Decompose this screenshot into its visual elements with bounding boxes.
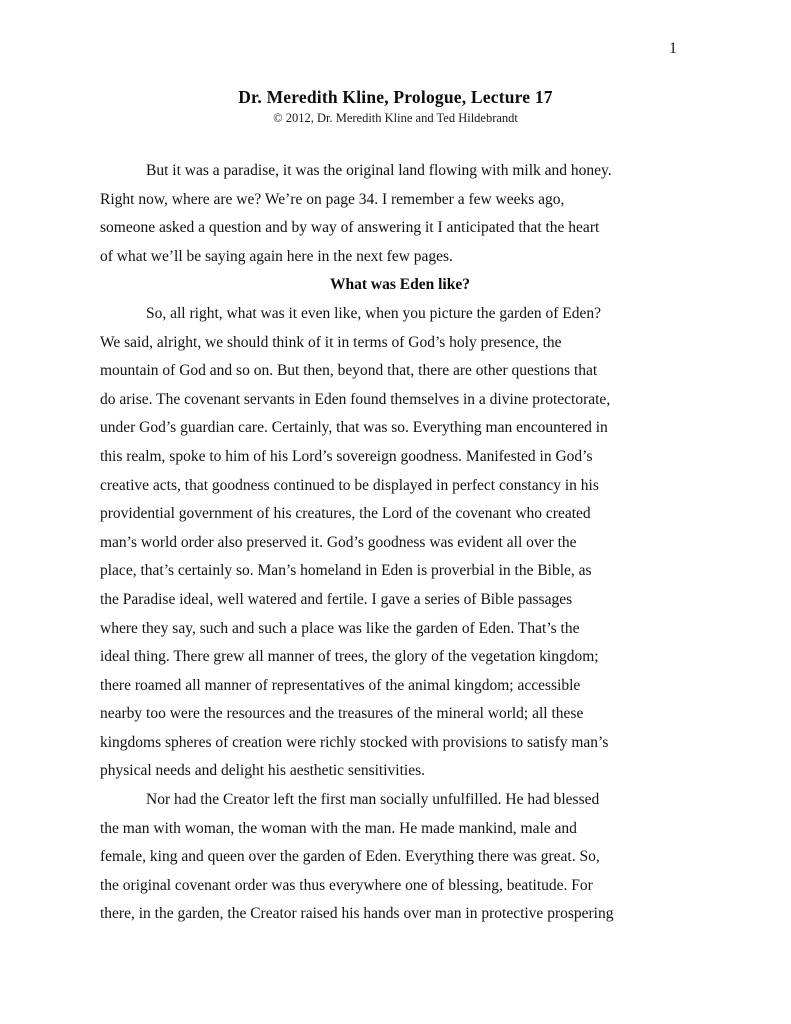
text-line: the man with woman, the woman with the man. He made mankind, male and xyxy=(100,819,577,837)
text-line: there, in the garden, the Creator raised his hands over man in protective prospering xyxy=(100,905,614,923)
text-line: But it was a paradise, it was the original land flowing with milk and honey. xyxy=(146,162,612,179)
text-line: of what we’ll be saying again here in the next few pages. xyxy=(100,247,453,265)
text-line: place, that’s certainly so. Man’s homeland in Eden is proverbial in the Bible, as xyxy=(100,562,592,580)
text-line: Right now, where are we? We’re on page 34. I remember a few weeks ago, xyxy=(100,190,565,208)
document-title: Dr. Meredith Kline, Prologue, Lecture 17 xyxy=(238,87,553,107)
section-heading: What was Eden like? xyxy=(330,276,470,294)
copyright-line: © 2012, Dr. Meredith Kline and Ted Hildebrandt xyxy=(273,111,518,125)
text-line: under God’s guardian care. Certainly, that was so. Everything man encountered in xyxy=(100,419,608,437)
text-line: mountain of God and so on. But then, beyond that, there are other questions that xyxy=(100,362,598,380)
text-line: Nor had the Creator left the first man socially unfulfilled. He had blessed xyxy=(146,791,600,809)
text-line: physical needs and delight his aesthetic sensitivities. xyxy=(100,762,426,780)
text-line: So, all right, what was it even like, when you picture the garden of Eden? xyxy=(146,304,601,322)
text-line: female, king and queen over the garden of Eden. Everything there was great. So, xyxy=(100,848,600,866)
text-line: nearby too were the resources and the treasures of the mineral world; all these xyxy=(100,705,584,723)
text-line: the Paradise ideal, well watered and fertile. I gave a series of Bible passages xyxy=(100,590,573,608)
text-line: where they say, such and such a place was like the garden of Eden. That’s the xyxy=(100,619,580,637)
page-number: 1 xyxy=(669,40,677,57)
paragraph xyxy=(100,300,700,786)
text-line: do arise. The covenant servants in Eden found themselves in a divine protectorate, xyxy=(100,390,611,408)
paragraph xyxy=(100,786,700,929)
text-line: the original covenant order was thus everywhere one of blessing, beatitude. For xyxy=(100,876,593,894)
paragraph xyxy=(100,157,700,271)
text-line: creative acts, that goodness continued to be displayed in perfect constancy in his xyxy=(100,476,599,494)
text-line: We said, alright, we should think of it in terms of God’s holy presence, the xyxy=(100,333,562,351)
document-body xyxy=(100,157,700,929)
text-line: someone asked a question and by way of answering it I anticipated that the heart xyxy=(100,219,600,237)
text-line: kingdoms spheres of creation were richly stocked with provisions to satisfy man’s xyxy=(100,733,609,751)
text-line: this realm, spoke to him of his Lord’s sovereign goodness. Manifested in God’s xyxy=(100,447,593,465)
text-line: ideal thing. There grew all manner of trees, the glory of the vegetation kingdom; xyxy=(100,648,599,666)
text-line: man’s world order also preserved it. God’s goodness was evident all over the xyxy=(100,533,577,551)
document-header xyxy=(0,87,791,126)
text-line: providential government of his creatures, the Lord of the covenant who created xyxy=(100,505,591,523)
text-line: there roamed all manner of representatives of the animal kingdom; accessible xyxy=(100,676,581,694)
